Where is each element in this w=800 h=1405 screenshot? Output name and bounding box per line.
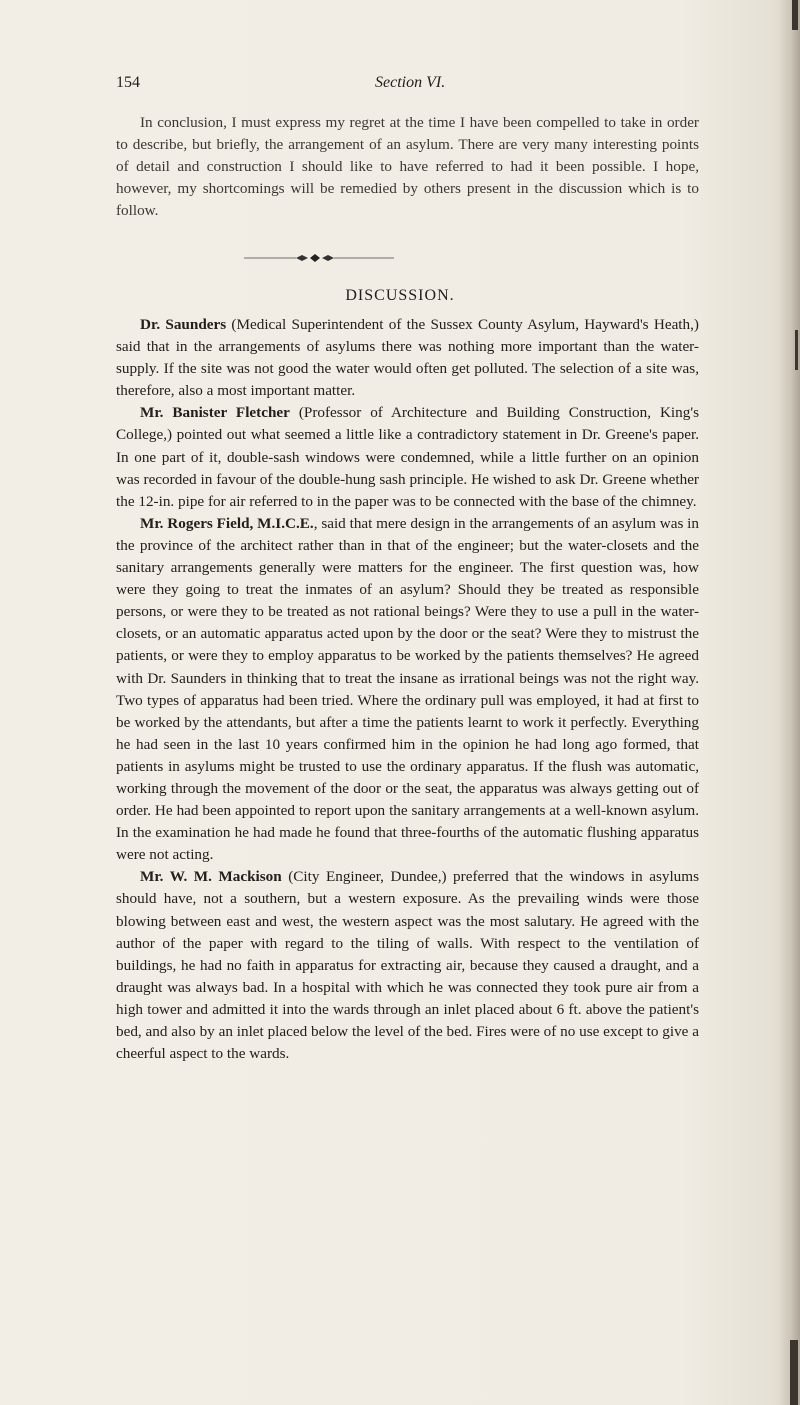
discussion-paragraph — [116, 402, 699, 512]
paragraph-text: (Professor of Architecture and Building Construction, King's College,) pointed out what seemed a little like a contradictory statement in Dr. Greene's paper. In one part of it, double-sash windows were condemned, while a little further on an opinion was recorded in favour of the double-hung sash principle. He wished to ask Dr. Greene whether the 12-in. pipe for air referred to in the paper was to be connected with the base of the chimney. — [116, 404, 699, 510]
discussion-paragraph — [116, 314, 699, 402]
discussion-paragraph — [116, 866, 699, 1065]
edge-mark — [790, 1340, 798, 1405]
intro-block — [116, 112, 699, 222]
speaker-name: Mr. Rogers Field, M.I.C.E. — [140, 514, 314, 532]
speaker-name: Mr. W. M. Mackison — [140, 868, 282, 886]
page-header — [0, 74, 800, 98]
discussion-paragraph — [116, 513, 699, 867]
speaker-name: Dr. Saunders — [140, 316, 227, 333]
section-heading: DISCUSSION. — [345, 287, 455, 304]
page-edge-shadow — [778, 0, 800, 1405]
discussion-body — [116, 314, 699, 1065]
paragraph-text: (City Engineer, Dundee,) preferred that the windows in asylums should have, not a southern, but a western exposure. As the prevailing winds were those blowing between east and west, the western aspect was the most salutary. He agreed with the author of the paper with regard to the tiling of walls. With respect to the ventilation of buildings, he had no faith in apparatus for extracting air, because they caused a draught, and a draught was always bad. In a hospital with which he was connected they took pure air from a high tower and admitted it into the wards through an inlet placed about 6 ft. above the patient's bed, and also by an inlet placed below the level of the bed. Fires were of no use except to give a cheerful aspect to the wards. — [116, 868, 699, 1063]
decorative-rule-ornament-icon — [244, 252, 394, 264]
speaker-name: Mr. Banister Fletcher — [140, 404, 290, 422]
running-head: Section VI. — [375, 74, 446, 91]
page-number: 154 — [116, 74, 140, 91]
paragraph-text: , said that mere design in the arrangements of an asylum was in the province of the architect rather than in that of the engineer; but the water-closets and the sanitary arrangements generally were matters for the engineer. The first question was, how were they going to treat the inmates of an asylum? Should they be treated as responsible persons, or were they to be treated as not rational beings? Were they to use a pull in the water-closets, or an automatic apparatus acted upon by the door or the seat? Were they to mistrust the patients, or were they to employ apparatus to be worked by the patients themselves? He agreed with Dr. Saunders in thinking that to treat the insane as irrational beings was not the right way. Two types of apparatus had been tried. Where the ordinary pull was employed, it had at first to be worked by the attendants, but after a time the patients learnt to work it perfectly. Everything he had seen in the last 10 years confirmed him in the opinion he had long ago formed, that patients in asylums might be trusted to use the ordinary apparatus. If the flush was automatic, working through the movement of the door or the seat, the apparatus was always getting out of order. He had been appointed to report upon the sanitary arrangements at a well-known asylum. In the examination he had made he found that three-fourths of the automatic flushing apparatus were not acting. — [116, 514, 699, 864]
edge-mark — [792, 0, 798, 30]
paragraph-text: (Medical Superintendent of the Sussex County Asylum, Hayward's Heath,) said that in the arrangements of asylums there was nothing more important than the water-supply. If the site was not good the water would often get polluted. The selection of a site was, therefore, also a most important matter. — [116, 316, 699, 400]
intro-paragraph: In conclusion, I must express my regret at the time I have been compelled to take in order to describe, but briefly, the arrangement of an asylum. There are very many interesting points of detail and construction I should like to have referred to had it been possible. I hope, however, my shortcomings will be remedied by others present in the discussion which is to follow. — [116, 114, 699, 220]
edge-mark — [795, 330, 798, 370]
